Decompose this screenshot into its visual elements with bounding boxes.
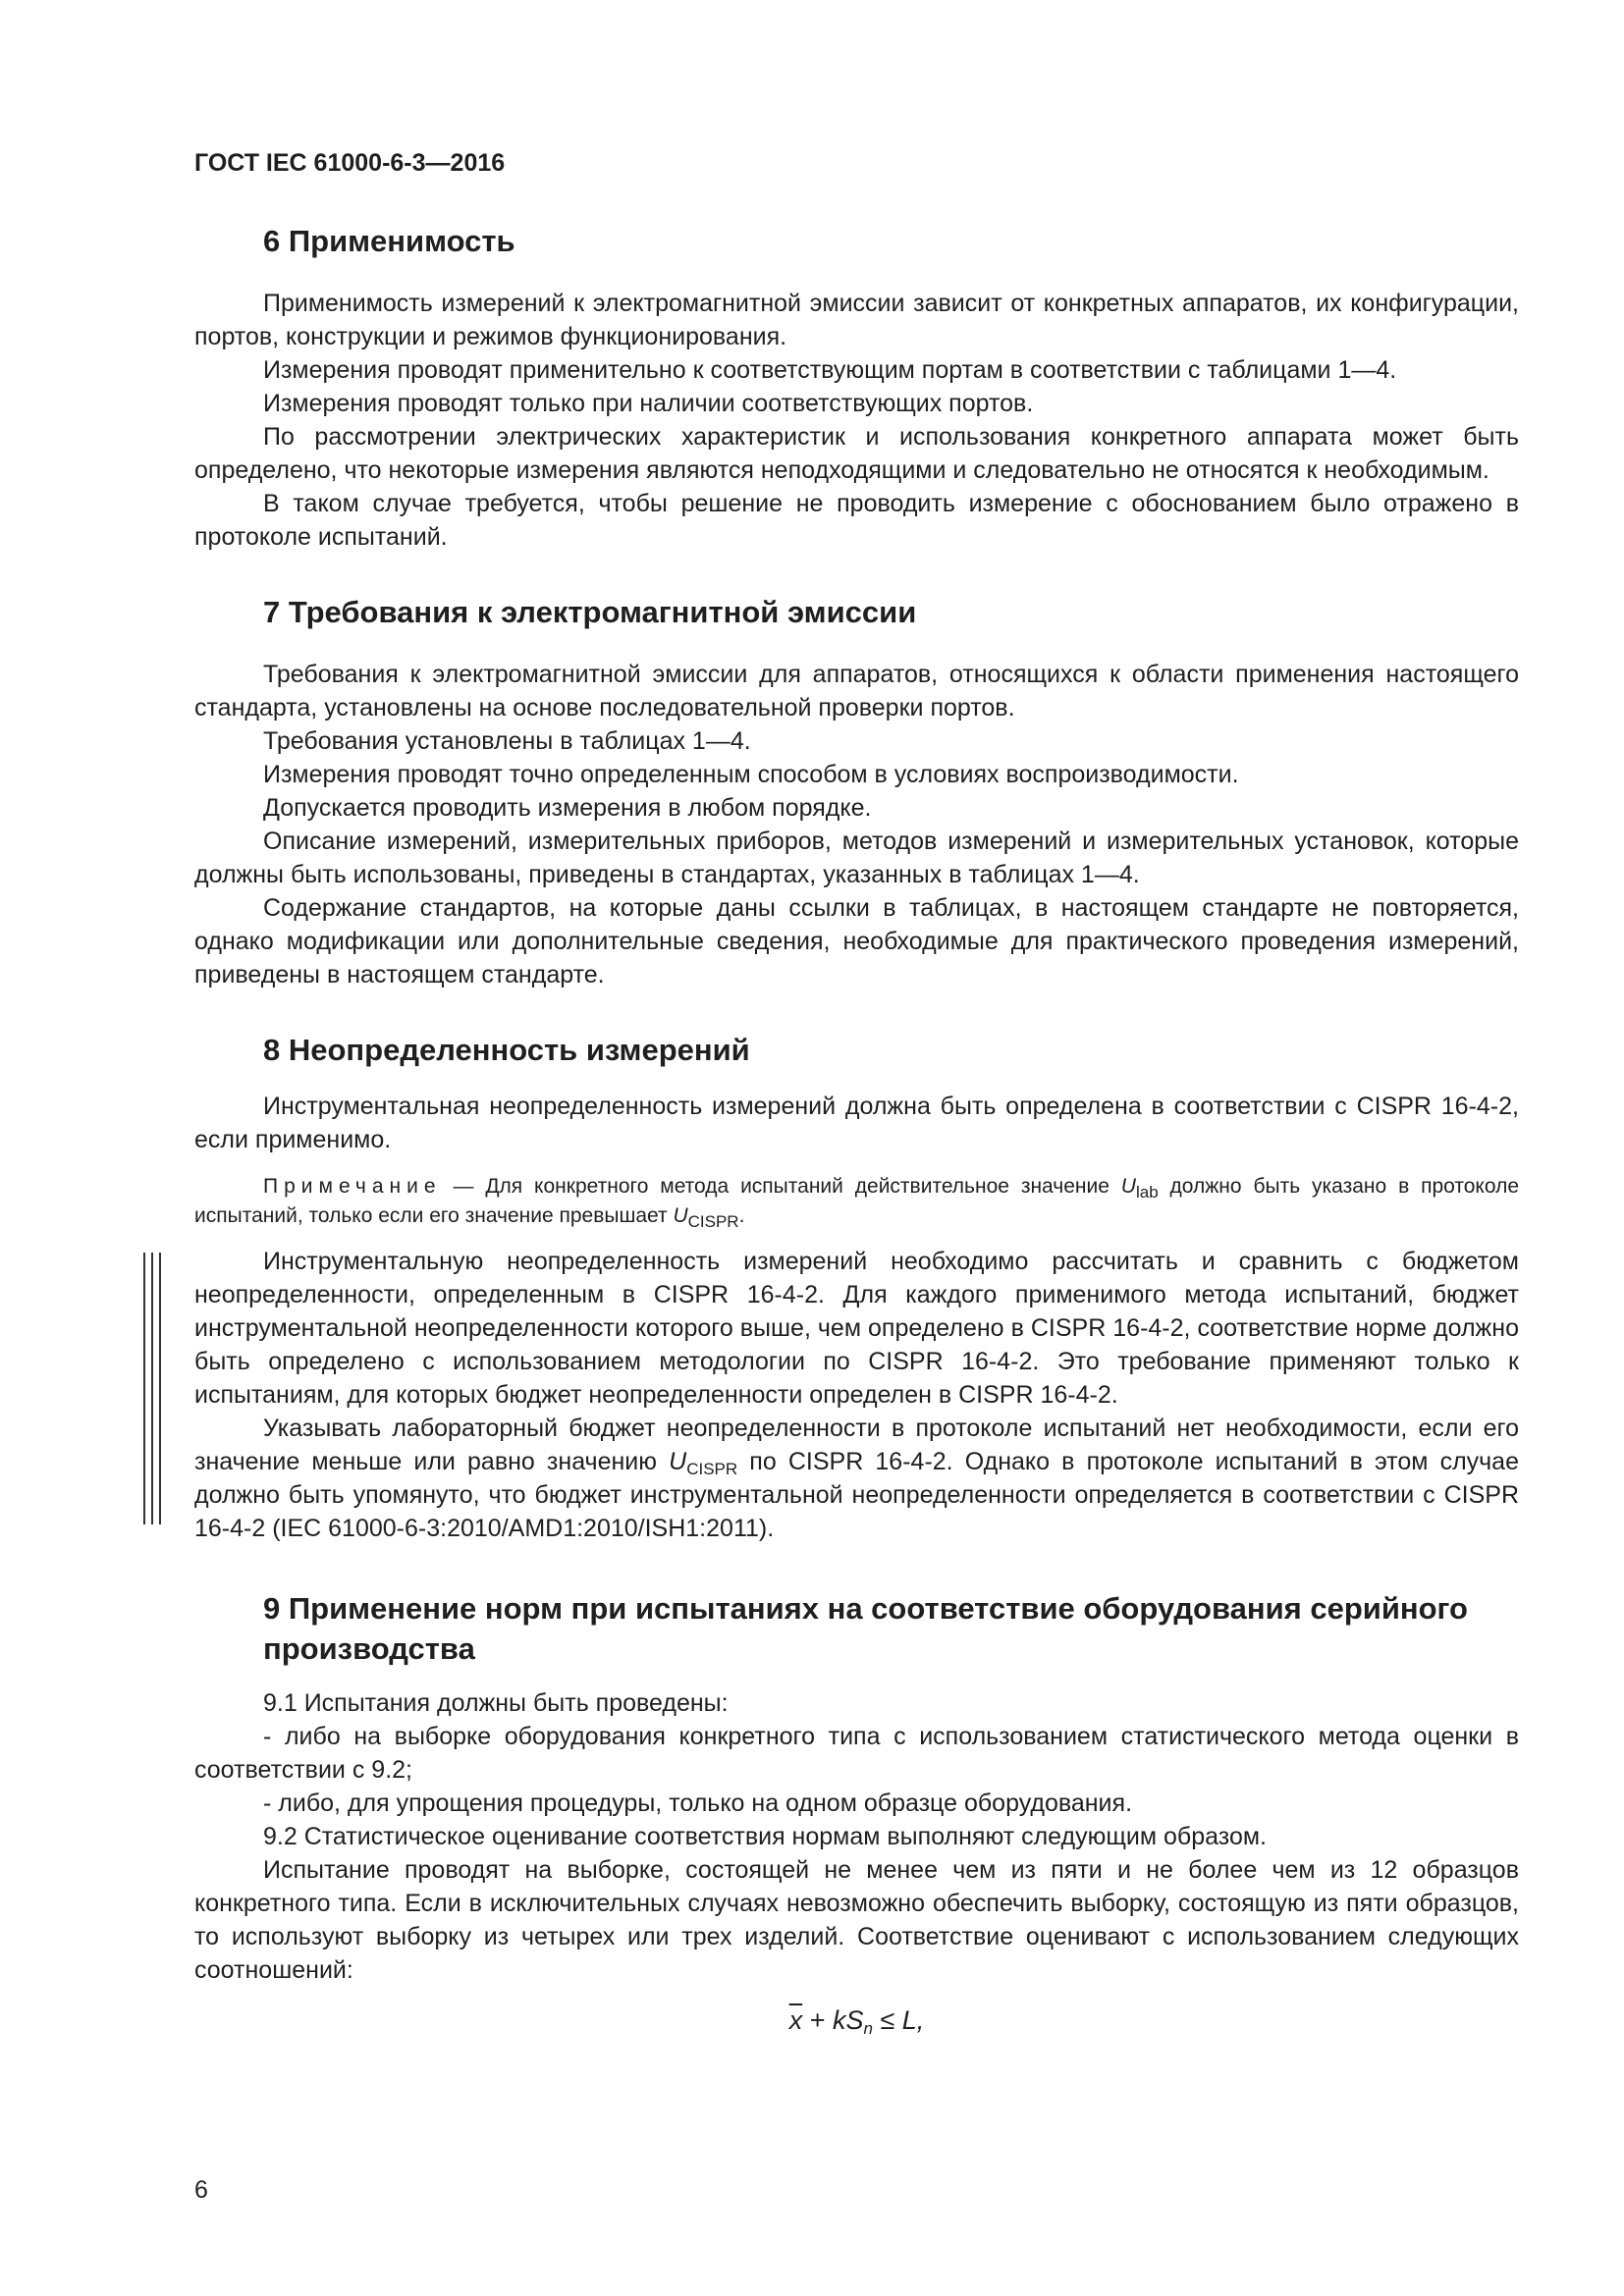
note-label: Примечание <box>263 1175 442 1198</box>
section-7-paragraph: Содержание стандартов, на которые даны ссылки в таблицах, в настоящем стандарте не повторяется, однако модификации или дополнительные сведения, необходимые для практического проведения измерений, приведены в настоящем стандарте. <box>194 894 1519 988</box>
section-7-title: 7 Требования к электромагнитной эмиссии <box>263 595 917 629</box>
section-9-title: 9 Применение норм при испытаниях на соответствие оборудования серийного производства <box>263 1591 1468 1666</box>
conformity-formula: $\overline{x} + kS_n \le L$, <box>788 2005 925 2038</box>
amended-text-block <box>194 1245 1519 1545</box>
section-8-paragraph: Указывать лабораторный бюджет неопределенности в протоколе испытаний нет необходимости, если его значение меньше или равно значению $U_{CISPR}$ по CISPR 16-4-2. Однако в протоколе испытаний в этом случае должно быть упомянуто, что бюджет инструментальной неопределенности определяется в соответствии с CISPR 16-4-2 (IEC 61000-6-3:2010/AMD1:2010/ISH1:2011). <box>194 1415 1519 1542</box>
section-7-paragraph: Требования к электромагнитной эмиссии для аппаратов, относящихся к области применения настоящего стандарта, установлены на основе последовательной проверки портов. <box>194 661 1519 721</box>
section-7-paragraph: Допускается проводить измерения в любом порядке. <box>263 794 872 822</box>
section-9-paragraph: 9.1 Испытания должны быть проведены: <box>263 1689 729 1717</box>
section-7-paragraph: Измерения проводят точно определенным способом в условиях воспроизводимости. <box>263 761 1239 788</box>
section-7-paragraph: Описание измерений, измерительных приборов, методов измерений и измерительных установок, которые должны быть использованы, приведены в стандартах, указанных в таблицах 1—4. <box>194 828 1519 888</box>
section-9-paragraph: - либо на выборке оборудования конкретного типа с использованием статистического метода оценки в соответствии с 9.2; <box>194 1723 1519 1784</box>
document-body <box>194 222 1519 2038</box>
section-9-paragraph: Испытание проводят на выборке, состоящей не менее чем из пяти и не более чем из 12 образцов конкретного типа. Если в исключительных случаях невозможно обеспечить выборку, состоящую из пяти образцов, то используют выборку из четырех или трех изделий. Соответствие оценивают с использованием следующих соотношений: <box>194 1856 1519 1984</box>
u-cispr-symbol: U <box>669 1448 687 1475</box>
u-lab-symbol: U <box>1120 1175 1136 1198</box>
section-6-paragraph: По рассмотрении электрических характеристик и использования конкретного аппарата может быть определено, что некоторые измерения являются неподходящими и следовательно не относятся к необходимым. <box>194 423 1519 484</box>
section-8-title: 8 Неопределенность измерений <box>263 1033 750 1067</box>
page-number: 6 <box>194 2176 208 2204</box>
section-6-paragraph: Измерения проводят применительно к соответствующим портам в соответствии с таблицами 1—4. <box>263 356 1397 384</box>
section-6-paragraph: В таком случае требуется, чтобы решение не проводить измерение с обоснованием было отражено в протоколе испытаний. <box>194 490 1519 551</box>
section-8-paragraph: Инструментальная неопределенность измерений должна быть определена в соответствии с CISPR 16-4-2, если применимо. <box>194 1093 1519 1153</box>
section-8-paragraph: Инструментальную неопределенность измерений необходимо рассчитать и сравнить с бюджетом неопределенности, определенным в CISPR 16-4-2. Для каждого применимого метода испытаний, бюджет инструментальной неопределенности которого выше, чем определено в CISPR 16-4-2, соответствие норме должно быть определено с использованием методологии по CISPR 16-4-2. Это требование применяют только к испытаниям, для которых бюджет неопределенности определен в CISPR 16-4-2. <box>194 1248 1519 1409</box>
document-code-header: ГОСТ IEC 61000-6-3—2016 <box>194 149 506 177</box>
section-6-paragraph: Применимость измерений к электромагнитной эмиссии зависит от конкретных аппаратов, их конфигурации, портов, конструкции и режимов функционирования. <box>194 290 1519 350</box>
note: Примечание — Для конкретного метода испытаний действительное значение $U_{lab}$ должно быть указано в протоколе испытаний, только если его значение превышает $U_{CISPR}$. <box>194 1175 1520 1231</box>
section-9-paragraph: - либо, для упрощения процедуры, только на одном образце оборудования. <box>263 1789 1133 1817</box>
section-6-paragraph: Измерения проводят только при наличии соответствующих портов. <box>263 390 1034 417</box>
section-7-paragraph: Требования установлены в таблицах 1—4. <box>263 727 751 755</box>
section-6-title: 6 Применимость <box>263 224 515 258</box>
change-marker-bars <box>143 1253 161 1524</box>
u-cispr-symbol: U <box>673 1204 688 1227</box>
section-9-paragraph: 9.2 Статистическое оценивание соответствия нормам выполняют следующим образом. <box>263 1823 1267 1850</box>
